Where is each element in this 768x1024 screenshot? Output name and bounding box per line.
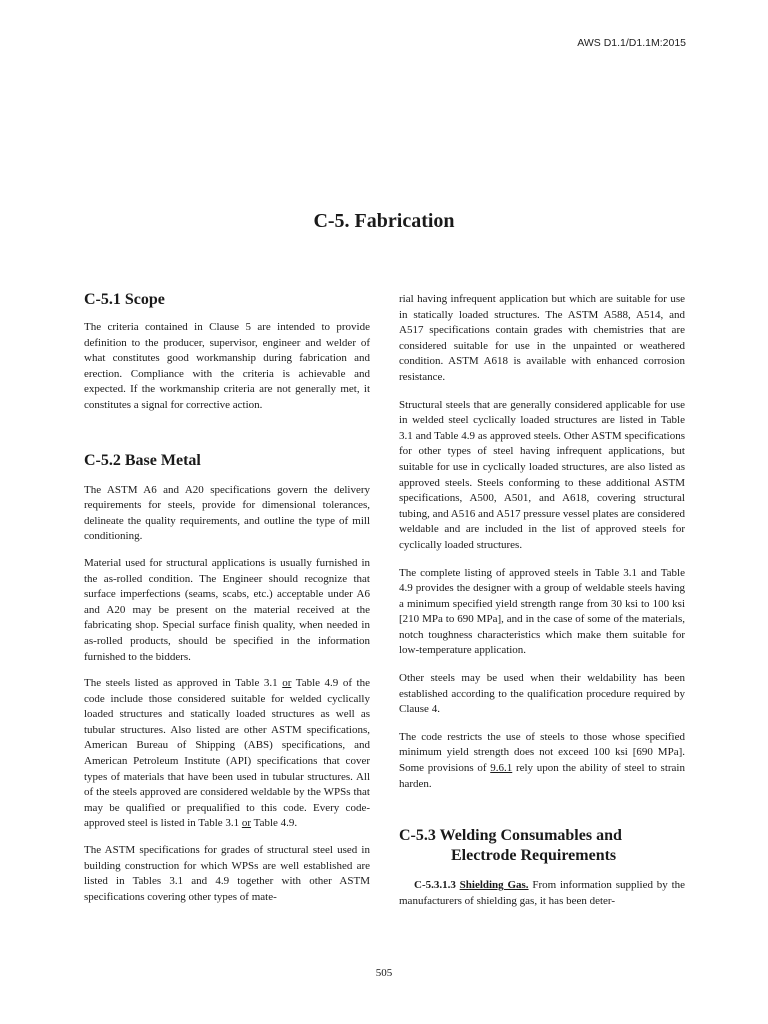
subsection-number: C-5.3.1.3 (414, 879, 456, 892)
paragraph-text: rely upon the ability of steel to strain harden. (399, 762, 685, 790)
heading-line-2: Electrode Requirements (451, 847, 617, 865)
section-heading-scope: C-5.1 Scope (84, 291, 165, 308)
base-metal-paragraph-2: Material used for structural applications is usually furnished in the as-rolled condition. The Engineer should recognize that surface imperfections (seams, scabs, etc.) acceptable under A6 and A20 may be present on the material received at the fabricating shop. Special surface finish quality, when needed in as-rolled products, should be specified in the information furnished to the bidders. (84, 556, 370, 663)
underlined-or: or (282, 677, 292, 690)
heading-line-1: C-5.3 Welding Consumables and (399, 827, 622, 845)
scope-paragraph: The criteria contained in Clause 5 are intended to provide definition to the producer, supervisor, engineer and welder of what constitutes good workmanship during fabrication and erection. Compliance with the criteria is achievable and expected. If the workmanship criteria are not generally met, it constitutes a signal for corrective action. (84, 321, 370, 411)
base-metal-paragraph-7: Other steels may be used when their weldability has been established according to the qualification procedure required by Clause 4. (399, 672, 685, 716)
paragraph-text: Table 4.9. (251, 817, 298, 830)
subsection-title: Shielding Gas. (459, 879, 529, 892)
base-metal-paragraph-3 (84, 676, 370, 832)
underlined-or: or (241, 817, 252, 830)
paragraph-text: The steels listed as approved in Table 3.1 (84, 677, 283, 690)
paragraph-text: The code restricts the use of steels to those whose specified minimum yield strength does not exceed 100 ksi [690 MPa]. Some provisions of (399, 730, 685, 775)
section-heading-base-metal: C-5.2 Base Metal (84, 451, 201, 469)
right-column (399, 292, 685, 909)
cross-reference-link[interactable]: 9.6.1 (490, 762, 513, 775)
chapter-title: C-5. Fabrication (313, 210, 455, 232)
base-metal-paragraph-1: The ASTM A6 and A20 specifications govern the delivery requirements for steels, provide for dimensional tolerances, delineate the quality requirements, and outline the type of mill conditioning. (84, 483, 370, 543)
base-metal-paragraph-4-continued: rial having infrequent application but which are suitable for use in statically loaded structures. The ASTM A588, A514, and A517 specifications contain grades with chemistries that are considered suitable for use in the unpainted or weathered condition. ASTM A618 is available with enhanced corrosion resistance. (399, 293, 685, 383)
running-header: AWS D1.1/D1.1M:2015 (577, 37, 686, 49)
base-metal-paragraph-6: The complete listing of approved steels in Table 3.1 and Table 4.9 provides the designer with a group of weldable steels having a minimum specified yield strength range from 30 ksi to 100 ksi [210 MPa to 690 MPa], and in the case of some of the materials, notch toughness characteristics which make them suitable for low-temperature application. (399, 566, 685, 657)
section-heading-consumables (399, 826, 685, 866)
subsection-shielding-gas (399, 878, 685, 909)
left-column (84, 290, 370, 905)
base-metal-paragraph-8 (399, 730, 685, 792)
paragraph-text: Table 4.9 of the code include those considered suitable for welded cyclically loaded structures and statically loaded structures as well as tubular structures. Also listed are other ASTM specifications, American Bureau of Shipping (ABS) specifications, and American Petroleum Institute (API) specifications that cover types of materials that have been used in tubular structures. All of the steels approved are considered weldable by the WPSs that may be qualified or prequalified to this code. Every code-approved steel is listed in Table 3.1 (84, 677, 370, 830)
subsection-text: From information supplied by the manufacturers of shielding gas, it has been deter- (399, 879, 686, 907)
page-number: 505 (375, 967, 393, 979)
base-metal-paragraph-4-start: The ASTM specifications for grades of structural steel used in building construction for which WPSs are well established are listed in Tables 3.1 and 4.9 together with other ASTM specifications covering other types of mate- (84, 844, 370, 903)
base-metal-paragraph-5: Structural steels that are generally considered applicable for use in welded steel cyclically loaded structures are listed in Table 3.1 and Table 4.9 as approved steels. Other ASTM specifications for other types of steel having infrequent applications, but suitable for use in cyclically loaded structures, are also listed as approved steels. Steels conforming to these additional ASTM specifications, A500, A501, and A618, covering structural tubing, and A516 and A517 pressure vessel plates are considered weldable and are included in the list of approved steels for cyclically loaded structures. (399, 398, 685, 551)
